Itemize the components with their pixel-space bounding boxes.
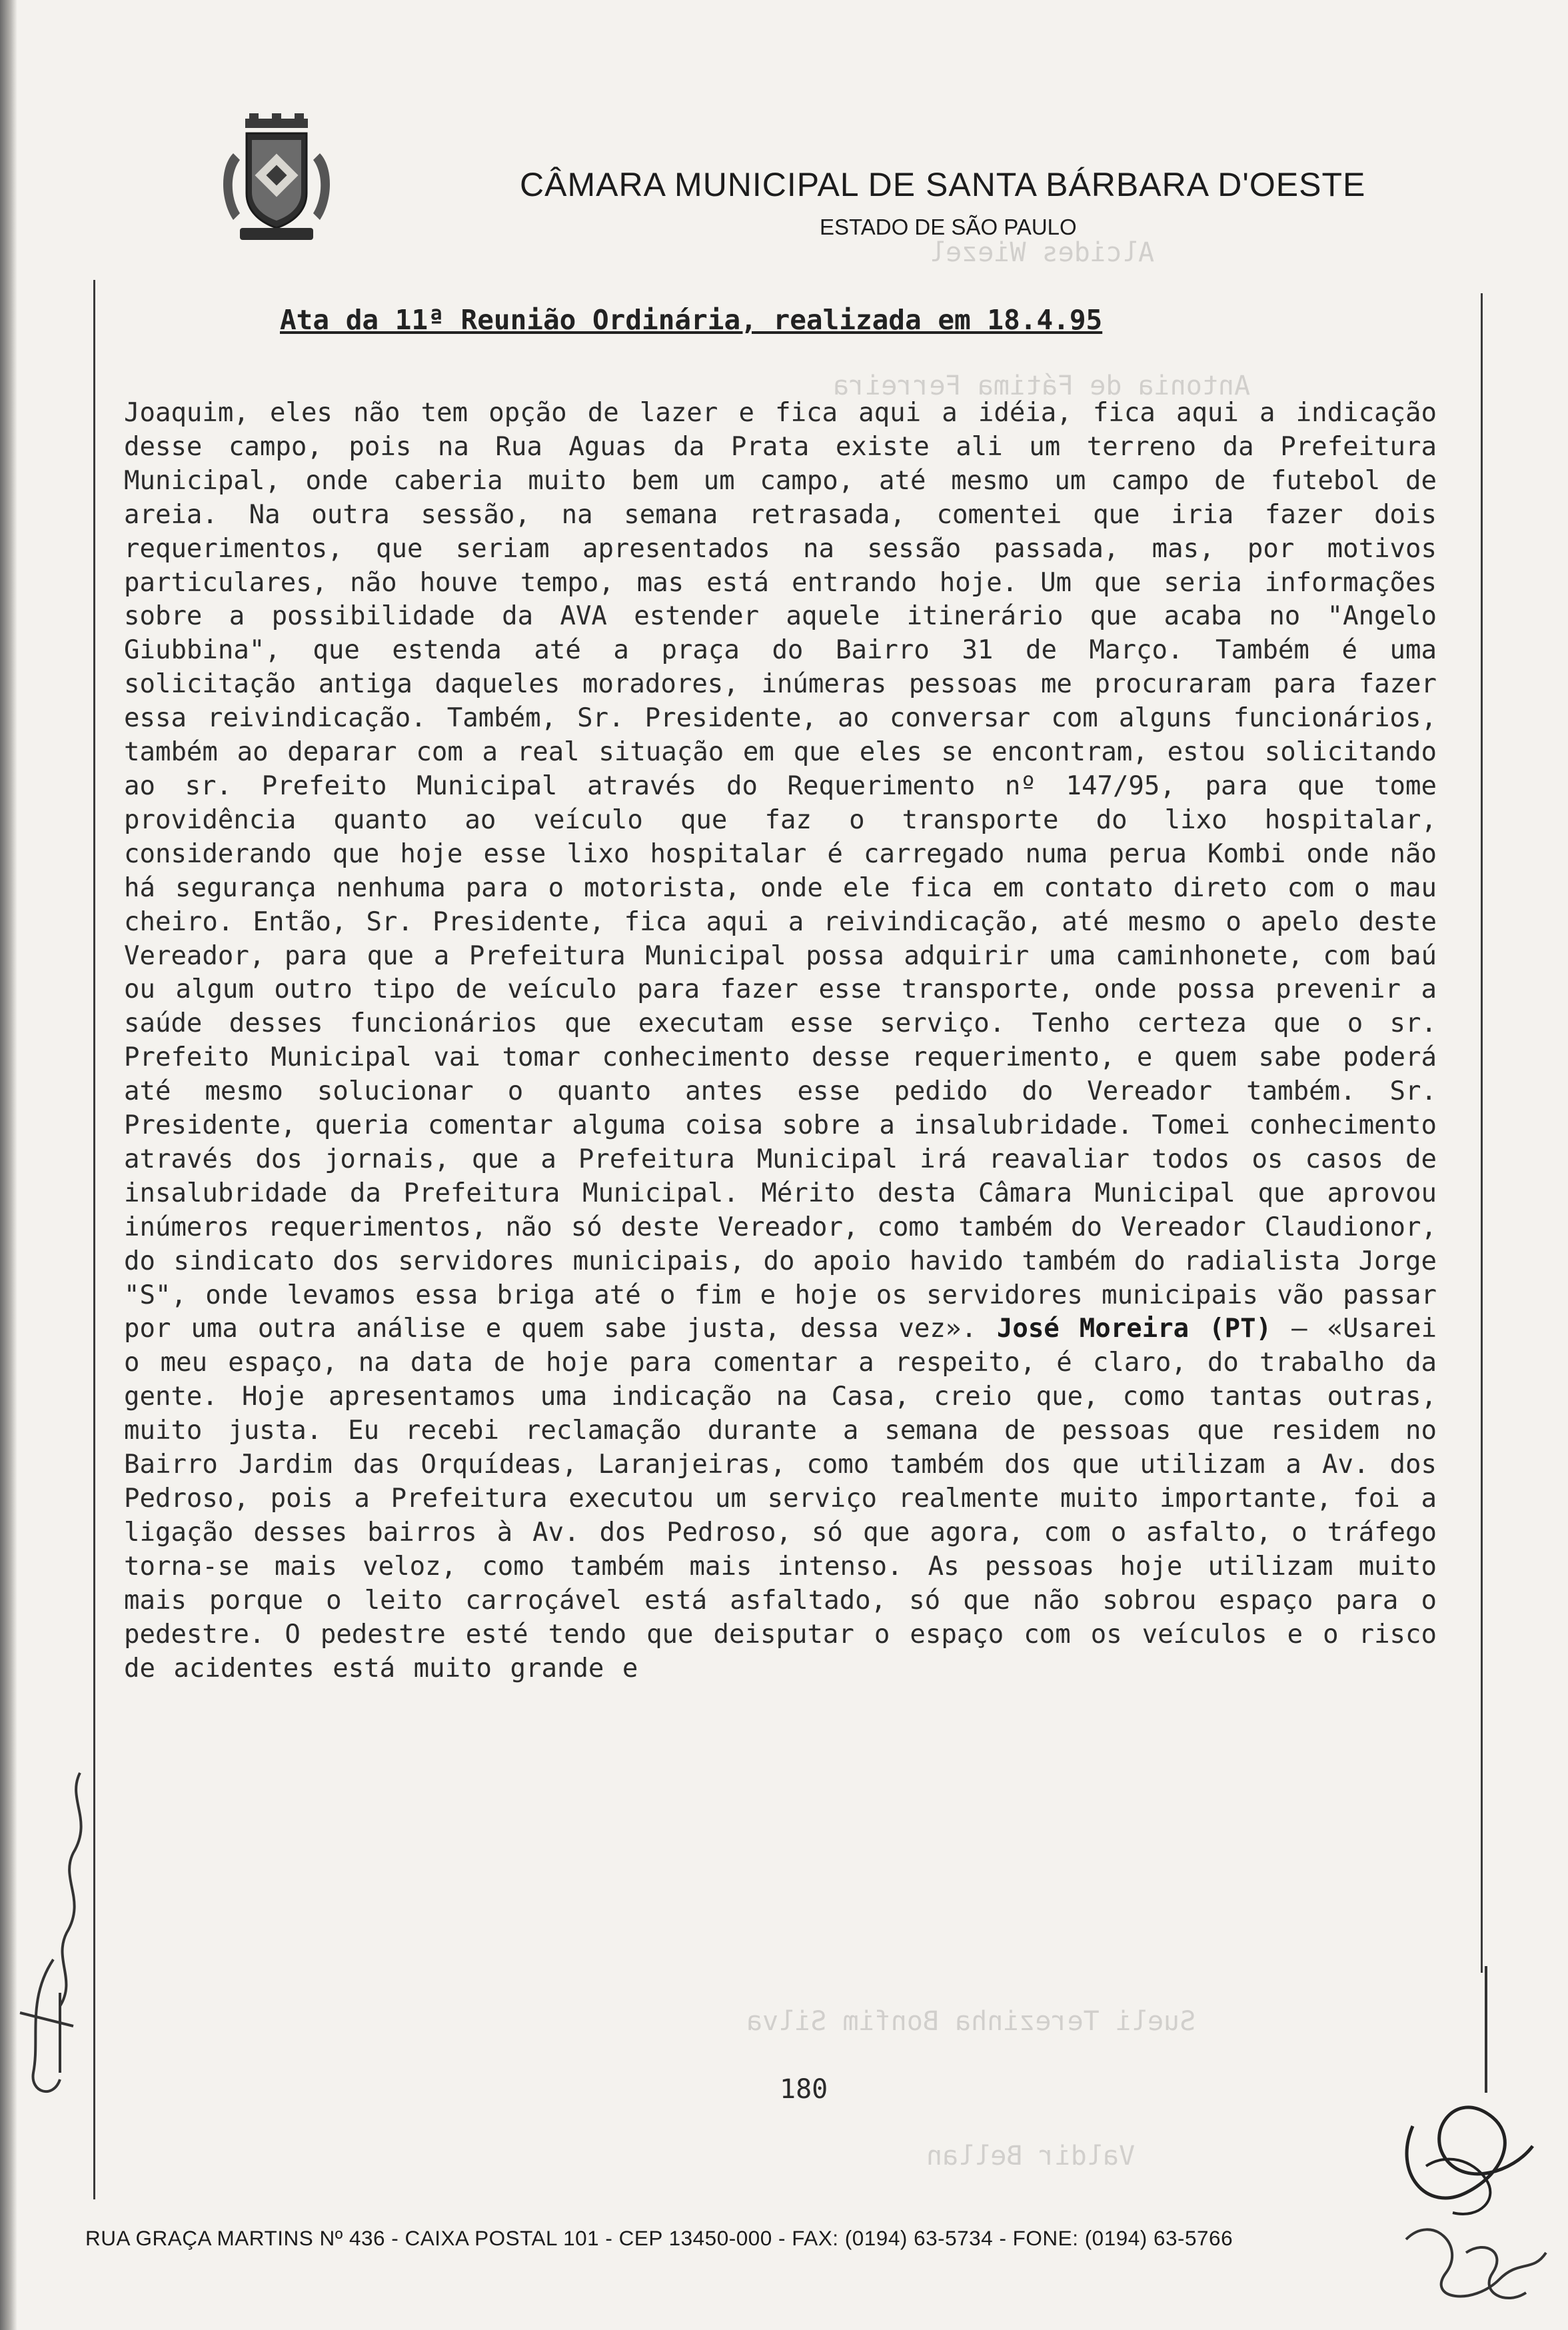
minutes-body <box>124 397 1437 1686</box>
minutes-title: Ata da 11ª Reunião Ordinária, realizada em 18.4.95 <box>280 304 1103 336</box>
municipal-coat-of-arms-icon <box>220 113 333 247</box>
page-number: 180 <box>780 2074 828 2105</box>
handwritten-signature <box>13 1759 107 2106</box>
bleed-through-text: Valdir Bellan <box>926 2141 1136 2171</box>
body-paragraph: Joaquim, eles não tem opção de lazer e fica aqui a idéia, fica aqui a indicação desse campo, pois na Rua Aguas da Prata existe ali um terreno da Prefeitura Municipal, onde caberia muito bem um campo, até mesmo um campo de futebol de areia. Na outra sessão, na semana retrasada, comentei que iria fazer dois requerimentos, que seriam apresentados na sessão passada, mas, por motivos particulares, não houve tempo, mas está entrando hoje. Um que seria informações sobre a possibilidade da AVA estender aquele itinerário que acaba no "Angelo Giubbina", que estenda até a praça do Bairro 31 de Março. Também é uma solicitação antiga daqueles moradores, inúmeras pessoas me procuraram para fazer essa reivindicação. Também, Sr. Presidente, ao conversar com alguns funcionários, também ao deparar com a real situação em que eles se encontram, estou solicitando ao sr. Prefeito Municipal através do Requerimento nº 147/95, para que tome providência quanto ao veículo que faz o transporte do lixo hospitalar, considerando que hoje esse lixo hospitalar é carregado numa perua Kombi onde não há segurança nenhuma para o motorista, onde ele fica em contato direto com o mau cheiro. Então, Sr. Presidente, fica aqui a reivindicação, até mesmo o apelo deste Vereador, para que a Prefeitura Municipal possa adquirir uma caminhonete, com baú ou algum outro tipo de veículo para fazer esse transporte, onde possa prevenir a saúde desses funcionários que executam esse serviço. Tenho certeza que o sr. Prefeito Municipal vai tomar conhecimento desse requerimento, e quem sabe poderá até mesmo solucionar o quanto antes esse pedido do Vereador também. Sr. Presidente, queria comentar alguma coisa sobre a insalubridade. Tomei conhecimento através dos jornais, que a Prefeitura Municipal irá reavaliar todos os casos de insalubridade da Prefeitura Municipal. Mérito desta Câmara Municipal que aprovou inúmeros requerimentos, não só deste Vereador, como também do Vereador Claudionor, do sindicato dos servidores municipais, do apoio havido também do radialista Jorge "S", onde levamos essa briga até o fim e hoje os servidores municipais vão passar por uma outra análise e quem sabe justa, dessa vez». <box>124 398 1437 1344</box>
bleed-through-text: Antonia de Fátima Ferreira <box>833 371 1251 401</box>
bleed-through-text: Alcides Wiezel <box>930 237 1155 268</box>
body-paragraph: – «Usarei o meu espaço, na data de hoje para comentar a respeito, é claro, do trabalho da gente. Hoje apresentamos uma indicação na Casa, creio que, como tantas outras, muito justa. Eu recebi reclamação durante a semana de pessoas que residem no Bairro Jardim das Orquídeas, Laranjeiras, como também dos que utilizam a Av. dos Pedroso, pois a Prefeitura executou um serviço realmente muito importante, foi a ligação desses bairros à Av. dos Pedroso, só que agora, com o asfalto, o tráfego torna-se mais veloz, como também mais intenso. As pessoas hoje utilizam muito mais porque o leito carroçável está asfaltado, só que não sobrou espaço para o pedestre. O pedestre esté tendo que deisputar o espaço com os veículos e o risco de acidentes está muito grande e <box>124 1314 1437 1684</box>
bleed-through-text: Sueli Terezinha Bonfim Silva <box>746 2006 1196 2037</box>
speaker-name: José Moreira (PT) <box>996 1314 1272 1344</box>
footer-address: RUA GRAÇA MARTINS Nº 436 - CAIXA POSTAL 101 - CEP 13450-000 - FAX: (0194) 63-5734 - FONE: (0194) 63-5766 <box>85 2226 1233 2250</box>
organization-name: CÂMARA MUNICIPAL DE SANTA BÁRBARA D'OESTE <box>520 166 1366 203</box>
right-margin-line <box>1481 293 1483 1973</box>
handwritten-signature <box>1386 1959 1559 2319</box>
state-name: ESTADO DE SÃO PAULO <box>820 215 1077 239</box>
